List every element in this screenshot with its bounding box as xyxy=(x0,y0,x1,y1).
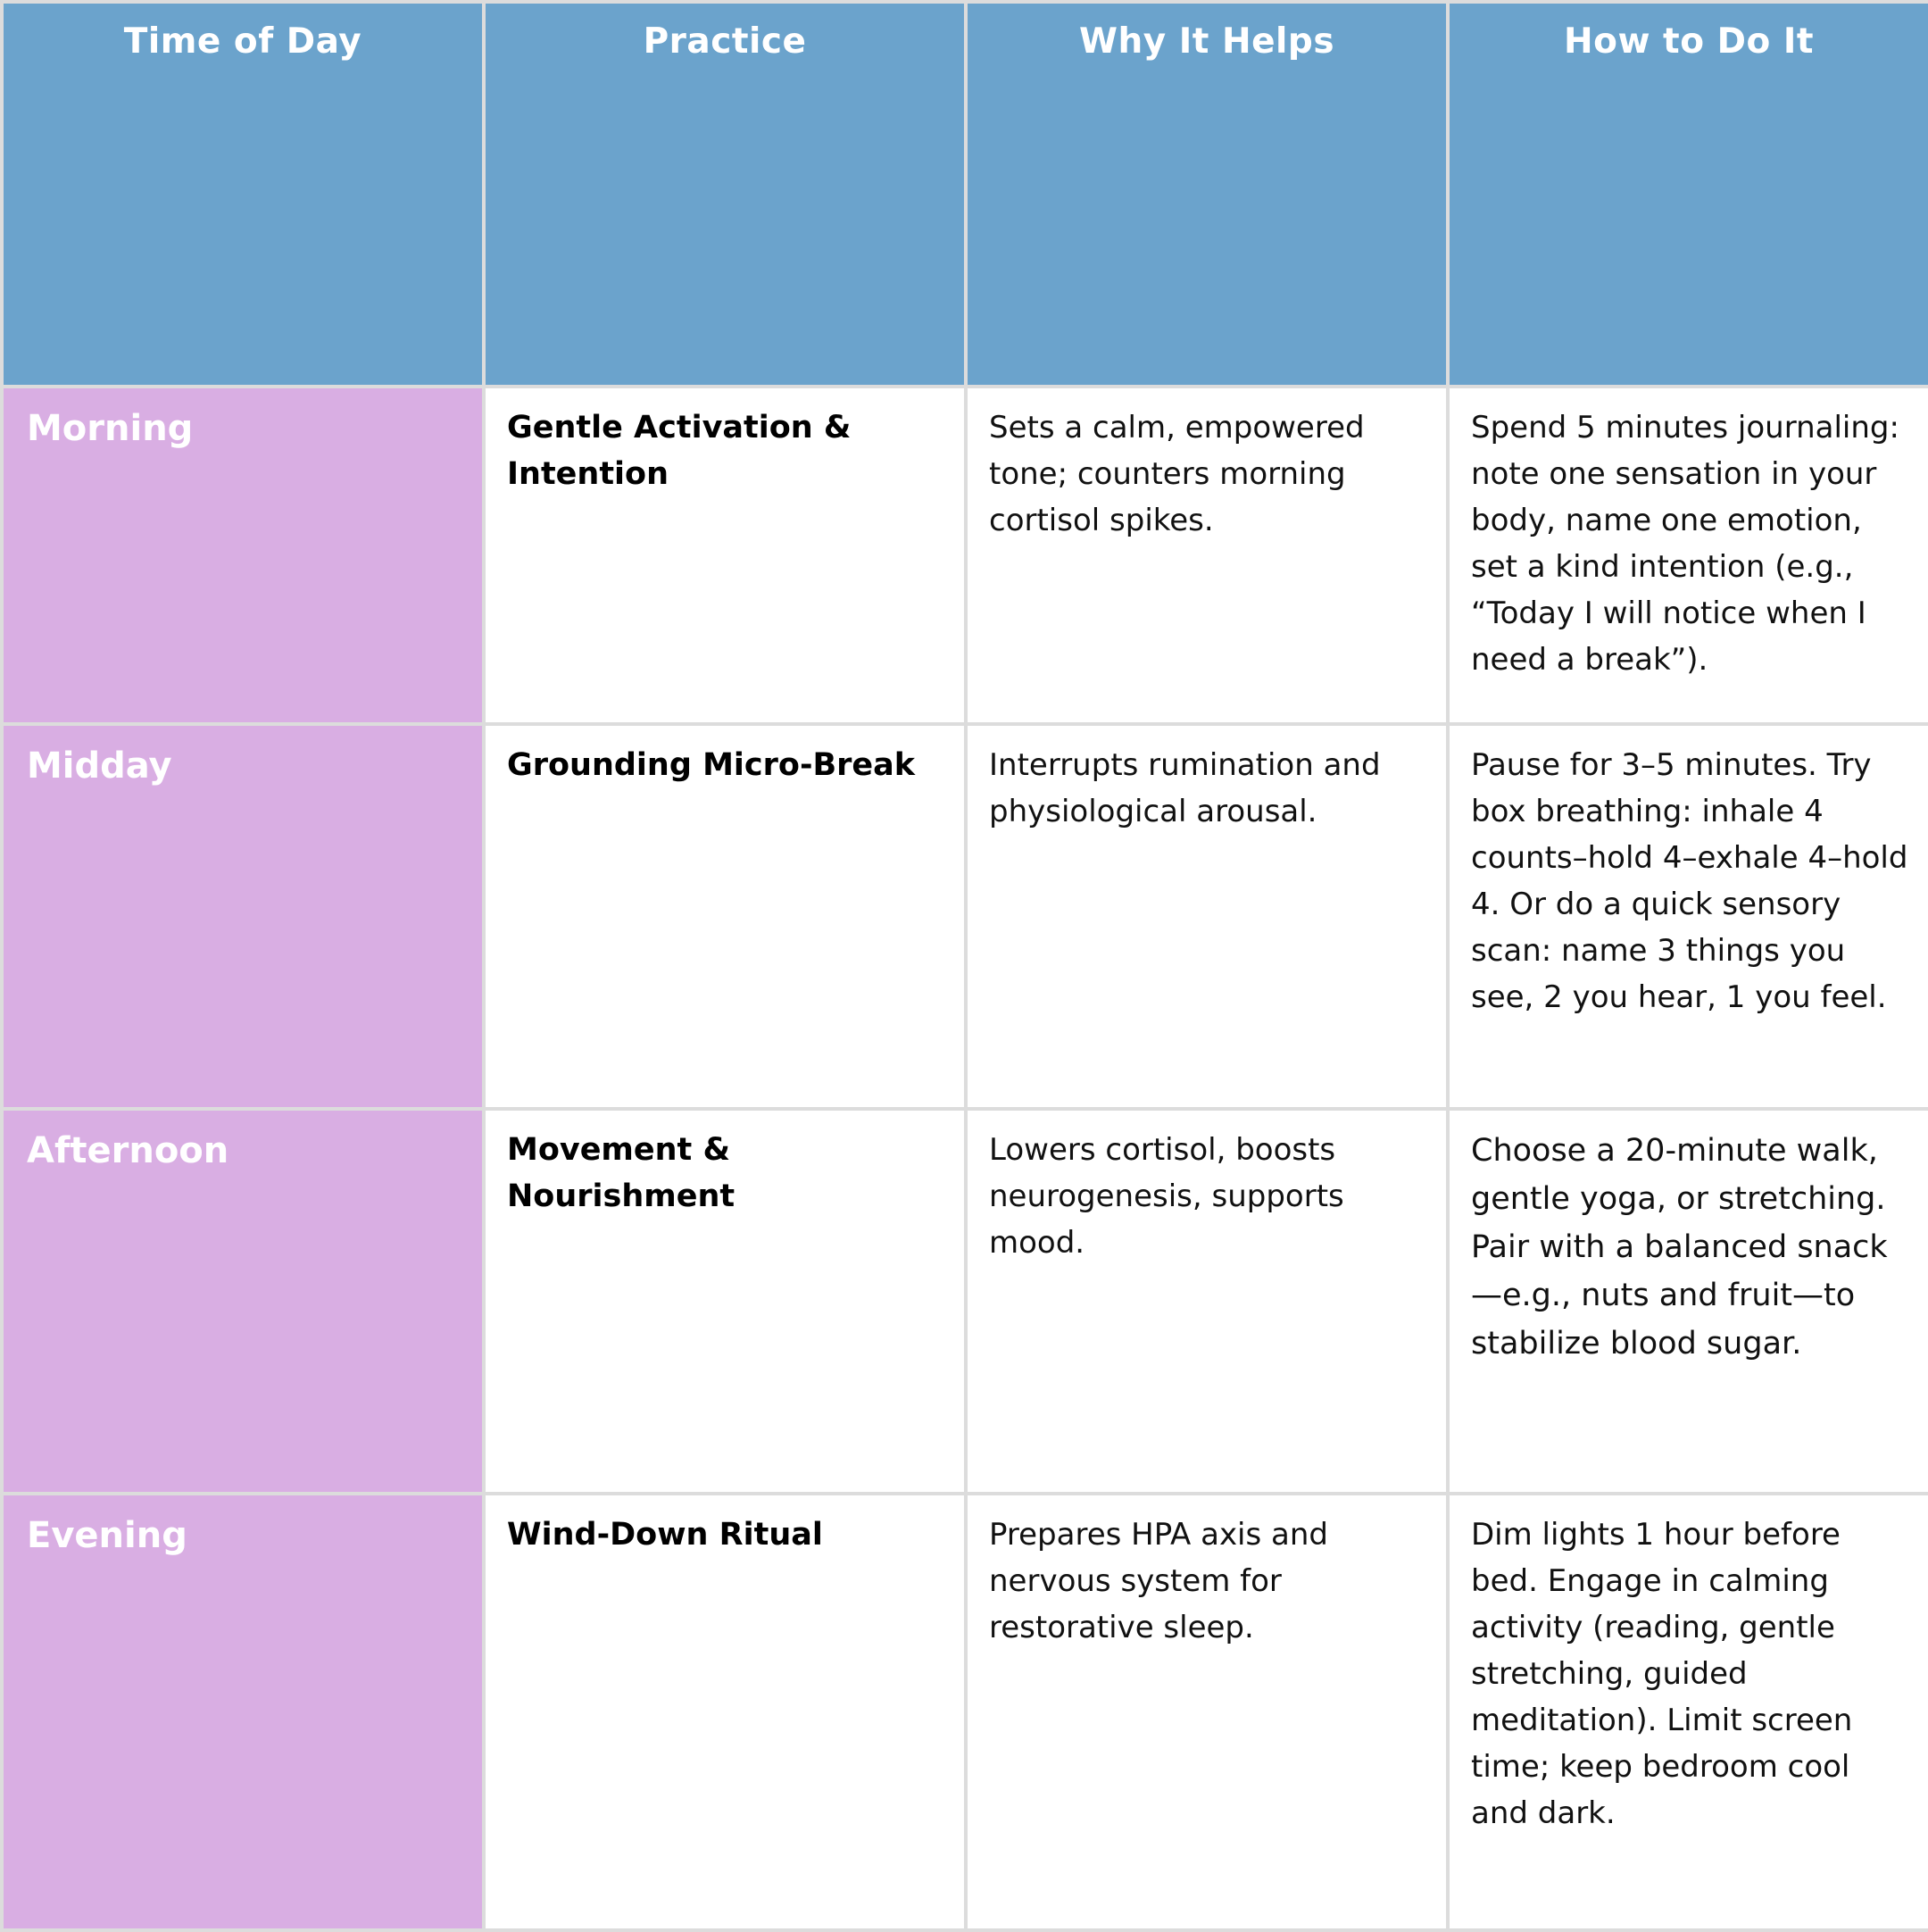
why-cell: Prepares HPA axis and nervous system for restorative sleep. xyxy=(966,1494,1448,1930)
table-row-morning xyxy=(2,387,1928,724)
practice-cell: Gentle Activation & Intention xyxy=(484,387,966,724)
header-practice: Practice xyxy=(484,2,966,387)
table-header xyxy=(2,2,1928,387)
time-cell: Midday xyxy=(2,724,484,1109)
table-body xyxy=(2,387,1928,1930)
how-cell: Dim lights 1 hour before bed. Engage in calming activity (reading, gentle stretching, guided meditation). Limit screen time; keep bedroom cool and dark. xyxy=(1448,1494,1928,1930)
how-cell: Spend 5 minutes journaling: note one sensation in your body, name one emotion, set a kind intention (e.g., “Today I will notice when I need a break”). xyxy=(1448,387,1928,724)
header-how-to-do-it: How to Do It xyxy=(1448,2,1928,387)
time-cell: Evening xyxy=(2,1494,484,1930)
practice-cell: Movement & Nourishment xyxy=(484,1109,966,1494)
table-row-evening xyxy=(2,1494,1928,1930)
header-time-of-day: Time of Day xyxy=(2,2,484,387)
table-row-midday xyxy=(2,724,1928,1109)
practice-cell: Grounding Micro-Break xyxy=(484,724,966,1109)
time-cell: Morning xyxy=(2,387,484,724)
why-cell: Interrupts rumination and physiological arousal. xyxy=(966,724,1448,1109)
how-cell: Choose a 20-minute walk, gentle yoga, or stretching. Pair with a balanced snack—e.g., nuts and fruit—to stabilize blood sugar. xyxy=(1448,1109,1928,1494)
header-row xyxy=(2,2,1928,387)
header-why-it-helps: Why It Helps xyxy=(966,2,1448,387)
table-row-afternoon xyxy=(2,1109,1928,1494)
why-cell: Lowers cortisol, boosts neurogenesis, supports mood. xyxy=(966,1109,1448,1494)
time-cell: Afternoon xyxy=(2,1109,484,1494)
how-cell: Pause for 3–5 minutes. Try box breathing: inhale 4 counts–hold 4–exhale 4–hold 4. Or do a quick sensory scan: name 3 things you see, 2 you hear, 1 you feel. xyxy=(1448,724,1928,1109)
why-cell: Sets a calm, empowered tone; counters morning cortisol spikes. xyxy=(966,387,1448,724)
practice-cell: Wind-Down Ritual xyxy=(484,1494,966,1930)
